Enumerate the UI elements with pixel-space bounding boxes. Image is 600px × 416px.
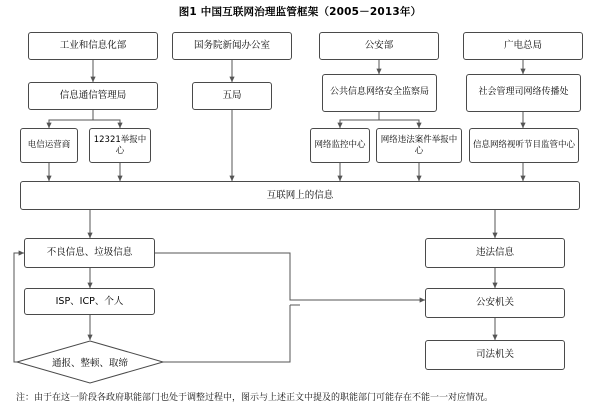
node-public-security-organ[interactable]: 公安机关	[425, 288, 565, 318]
figure-title: 图1 中国互联网治理监管框架（2005－2013年）	[178, 6, 422, 18]
node-network-monitor-center[interactable]: 网络监控中心	[310, 128, 370, 163]
node-scio[interactable]: 国务院新闻办公室	[172, 32, 292, 60]
node-info-network-audio-center[interactable]: 信息网络视听节目监管中心	[469, 128, 579, 163]
node-12321-report-center[interactable]: 12321举报中心	[89, 128, 151, 163]
node-sarft[interactable]: 广电总局	[463, 32, 583, 60]
node-isp-icp-individual[interactable]: ISP、ICP、个人	[24, 288, 155, 315]
node-mps[interactable]: 公安部	[319, 32, 439, 60]
figure-footnote: 注：由于在这一阶段各政府职能部门也处于调整过程中，图示与上述正文中提及的职能部门可能存在不能一一对应情况。	[16, 393, 494, 403]
node-internet-information[interactable]: 互联网上的信息	[20, 181, 580, 210]
node-bad-information[interactable]: 不良信息、垃圾信息	[24, 238, 155, 268]
node-comm-bureau[interactable]: 信息通信管理局	[28, 82, 158, 110]
node-telecom-operator[interactable]: 电信运营商	[20, 128, 78, 163]
node-five-bureau[interactable]: 五局	[192, 82, 272, 110]
node-public-net-security-bureau[interactable]: 公共信息网络安全监察局	[322, 74, 437, 112]
node-miit[interactable]: 工业和信息化部	[28, 32, 158, 60]
node-social-management-division[interactable]: 社会管理司网络传播处	[466, 74, 581, 112]
node-illegal-case-report-center[interactable]: 网络违法案件举报中心	[376, 128, 462, 163]
node-judicial-organ[interactable]: 司法机关	[425, 340, 565, 370]
node-illegal-information[interactable]: 违法信息	[425, 238, 565, 268]
notify-rectify-label: 通报、整顿、取缔	[51, 358, 128, 369]
node-notify-rectify-shutdown[interactable]	[16, 340, 164, 384]
